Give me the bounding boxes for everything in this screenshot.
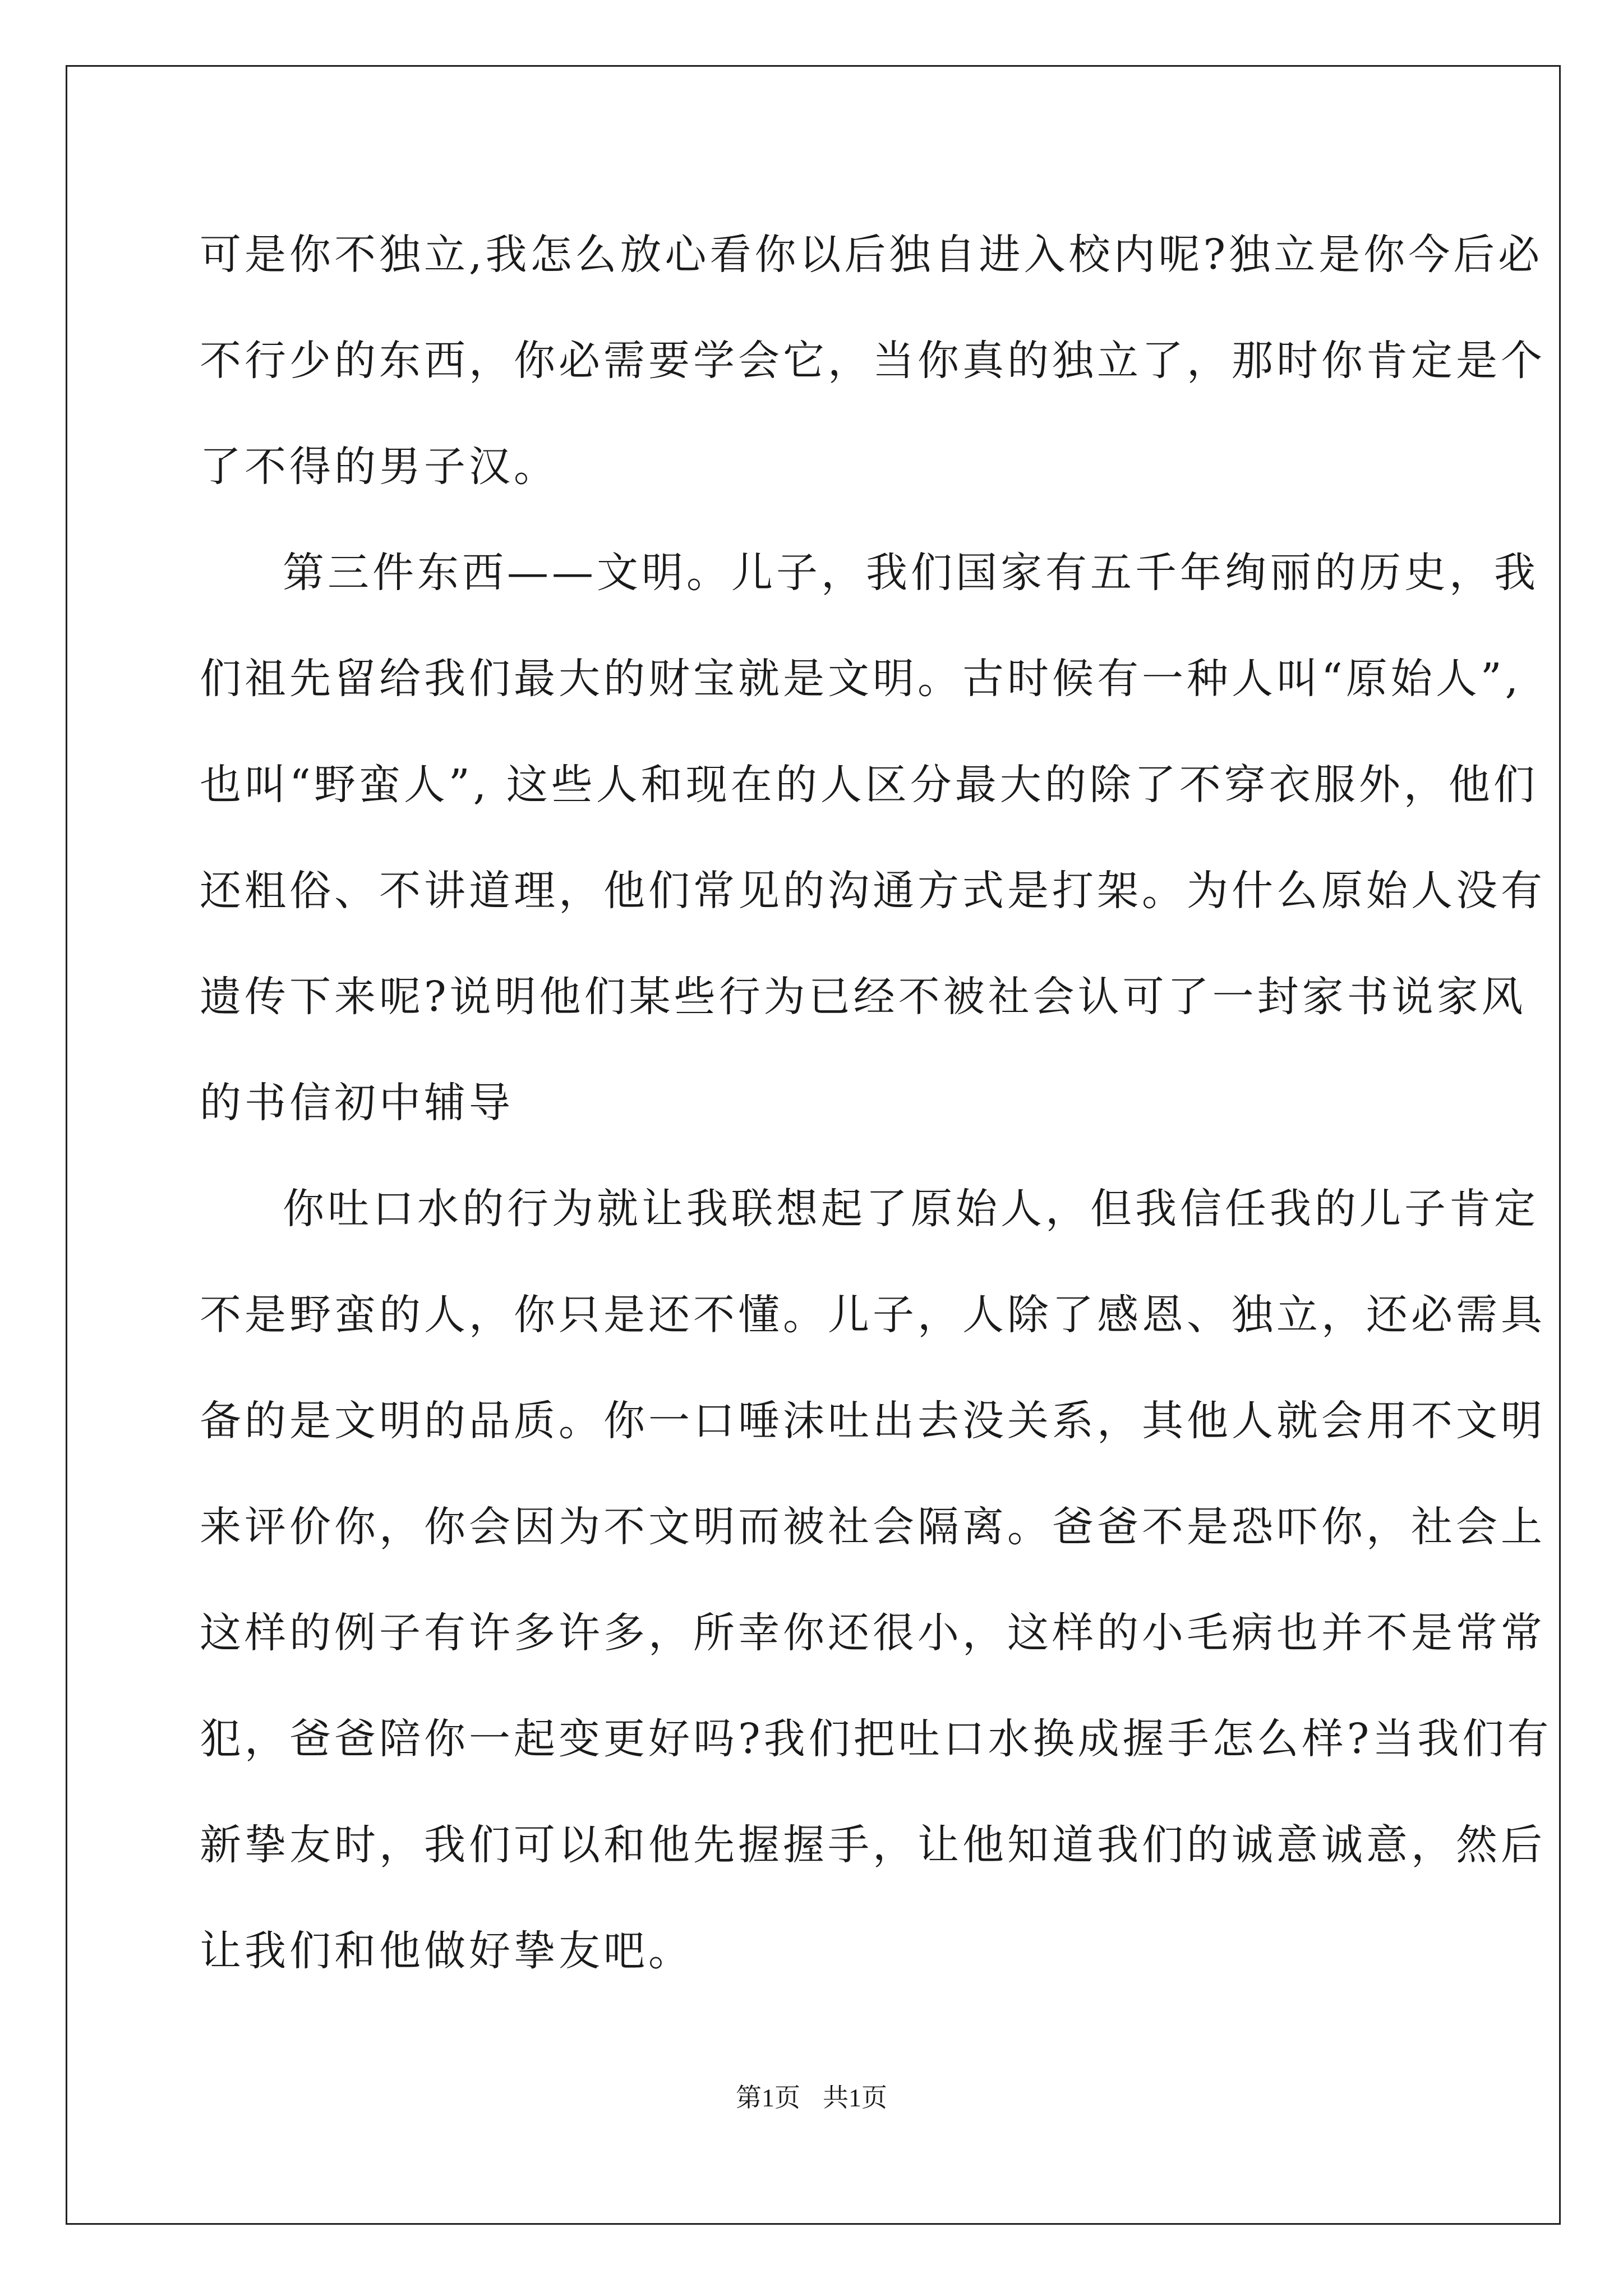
document-body (200, 202, 1552, 2004)
text-line: 让我们和他做好挚友吧。 (200, 1927, 693, 1975)
text-line: 不是野蛮的人，你只是还不懂。儿子，人除了感恩、独立，还必需具 (200, 1291, 1546, 1339)
text-line: 新挚友时，我们可以和他先握握手，让他知道我们的诚意诚意，然后 (200, 1821, 1546, 1869)
text-line: 还粗俗、不讲道理，他们常见的沟通方式是打架。为什么原始人没有 (200, 867, 1546, 915)
paragraph-start-line: 第三件东西——文明。儿子，我们国家有五千年绚丽的历史，我 (283, 549, 1539, 597)
text-line: 来评价你，你会因为不文明而被社会隔离。爸爸不是恐吓你，社会上 (200, 1503, 1546, 1551)
text-line: 们祖先留给我们最大的财宝就是文明。古时候有一种人叫“原始人”, (200, 655, 1522, 703)
text-line: 犯，爸爸陪你一起变更好吗?我们把吐口水换成握手怎么样?当我们有 (200, 1715, 1552, 1763)
text-line: 备的是文明的品质。你一口唾沫吐出去没关系，其他人就会用不文明 (200, 1397, 1546, 1445)
text-line: 不行少的东西，你必需要学会它，当你真的独立了，那时你肯定是个 (200, 337, 1546, 385)
text-line: 了不得的男子汉。 (200, 443, 559, 491)
page-total: 共1页 (823, 2083, 887, 2112)
text-line: 也叫“野蛮人”, 这些人和现在的人区分最大的除了不穿衣服外，他们 (200, 761, 1538, 809)
page-number: 第1页 (736, 2083, 800, 2112)
text-line: 这样的例子有许多许多，所幸你还很小，这样的小毛病也并不是常常 (200, 1609, 1546, 1657)
paragraph-start-line: 你吐口水的行为就让我联想起了原始人，但我信任我的儿子肯定 (283, 1185, 1539, 1233)
text-line: 的书信初中辅导 (200, 1079, 514, 1127)
page-footer (0, 2081, 1623, 2115)
text-line: 遗传下来呢?说明他们某些行为已经不被社会认可了一封家书说家风 (200, 973, 1527, 1021)
text-line: 可是你不独立,我怎么放心看你以后独自进入校内呢?独立是你今后必 (200, 231, 1543, 279)
